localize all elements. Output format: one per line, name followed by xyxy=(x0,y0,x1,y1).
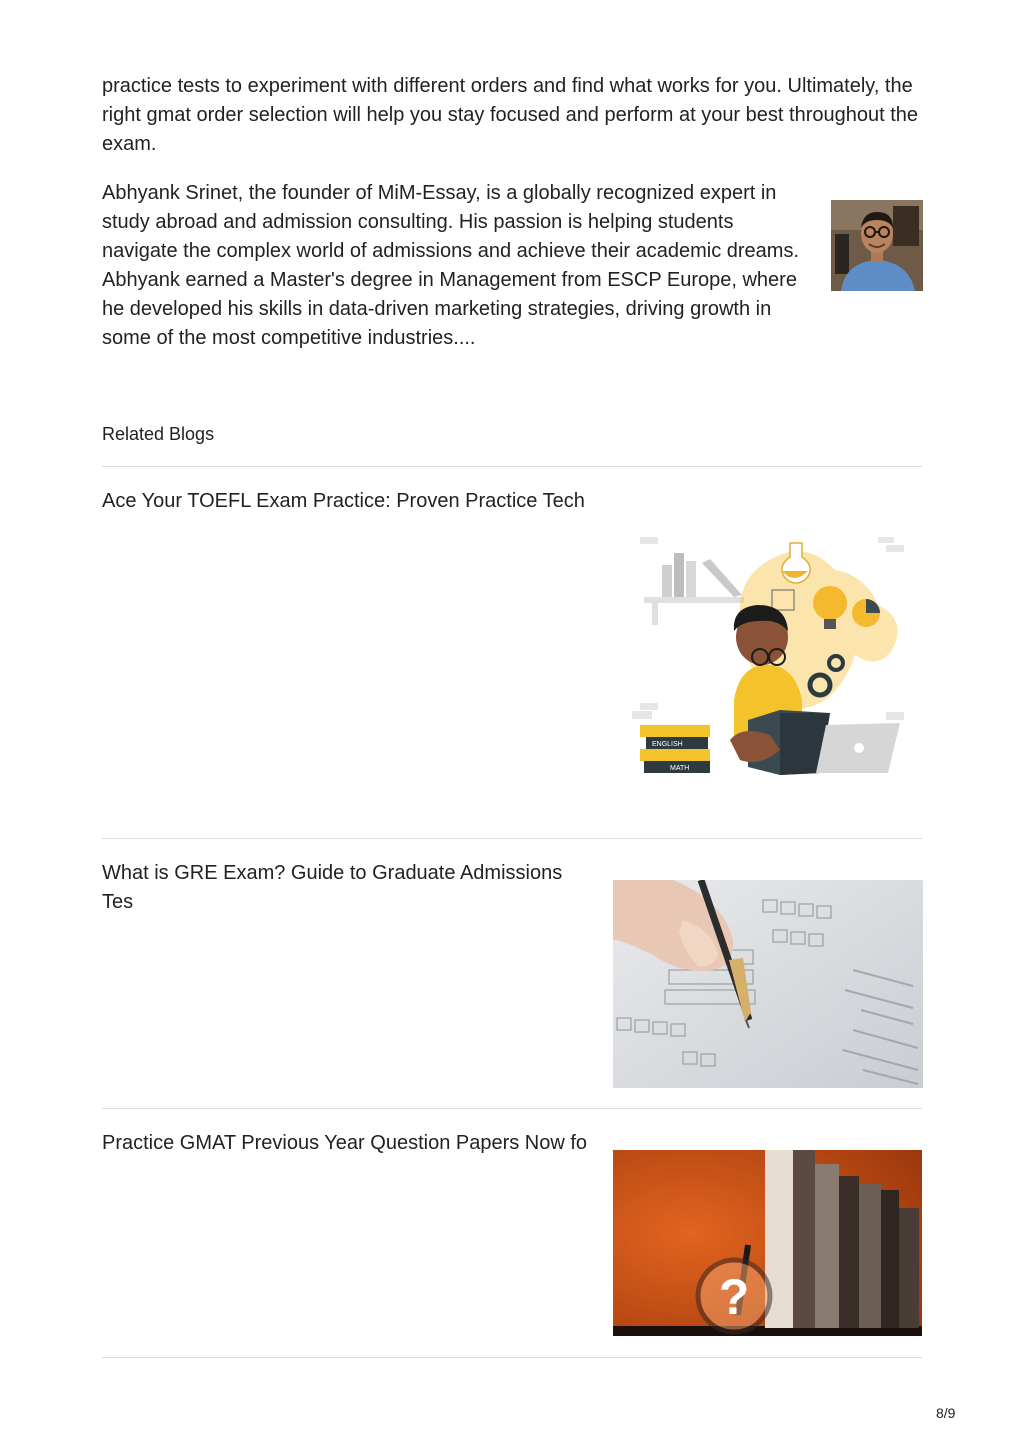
page-number: 8/9 xyxy=(936,1405,956,1421)
related-blog-thumb-gre[interactable] xyxy=(613,880,923,1088)
related-blog-link-gmat[interactable]: Practice GMAT Previous Year Question Papers Now fo xyxy=(102,1132,588,1154)
author-photo xyxy=(831,200,923,291)
divider xyxy=(102,1357,922,1358)
divider xyxy=(102,466,922,467)
related-blog-thumb-gmat[interactable] xyxy=(613,1150,922,1336)
intro-paragraph: practice tests to experiment with different orders and find what works for you. Ultimately, the right gmat order selection will help you stay focused and perform at your best throughout the exam. xyxy=(102,75,919,155)
related-blog-link-gre[interactable]: What is GRE Exam? Guide to Graduate Admissions Tes xyxy=(102,862,563,913)
book-label-math: MATH xyxy=(670,765,690,772)
related-blogs-heading: Related Blogs xyxy=(102,424,215,444)
related-blog-link-toefl[interactable]: Ace Your TOEFL Exam Practice: Proven Practice Tech xyxy=(102,490,585,512)
divider xyxy=(102,1108,922,1109)
book-label-english: ENGLISH xyxy=(652,741,683,748)
author-bio: Abhyank Srinet, the founder of MiM-Essay, is a globally recognized expert in study abroad and admission consulting. His passion is helping students navigate the complex world of admissions and achieve their academic dreams. Abhyank earned a Master's degree in Management from ESCP Europe, where he developed his skills in data-driven marketing strategies, driving growth in some of the most competitive industries.... xyxy=(102,182,800,349)
divider xyxy=(102,838,922,839)
question-mark-icon: ? xyxy=(718,1269,750,1325)
related-blog-thumb-toefl[interactable] xyxy=(630,535,910,780)
